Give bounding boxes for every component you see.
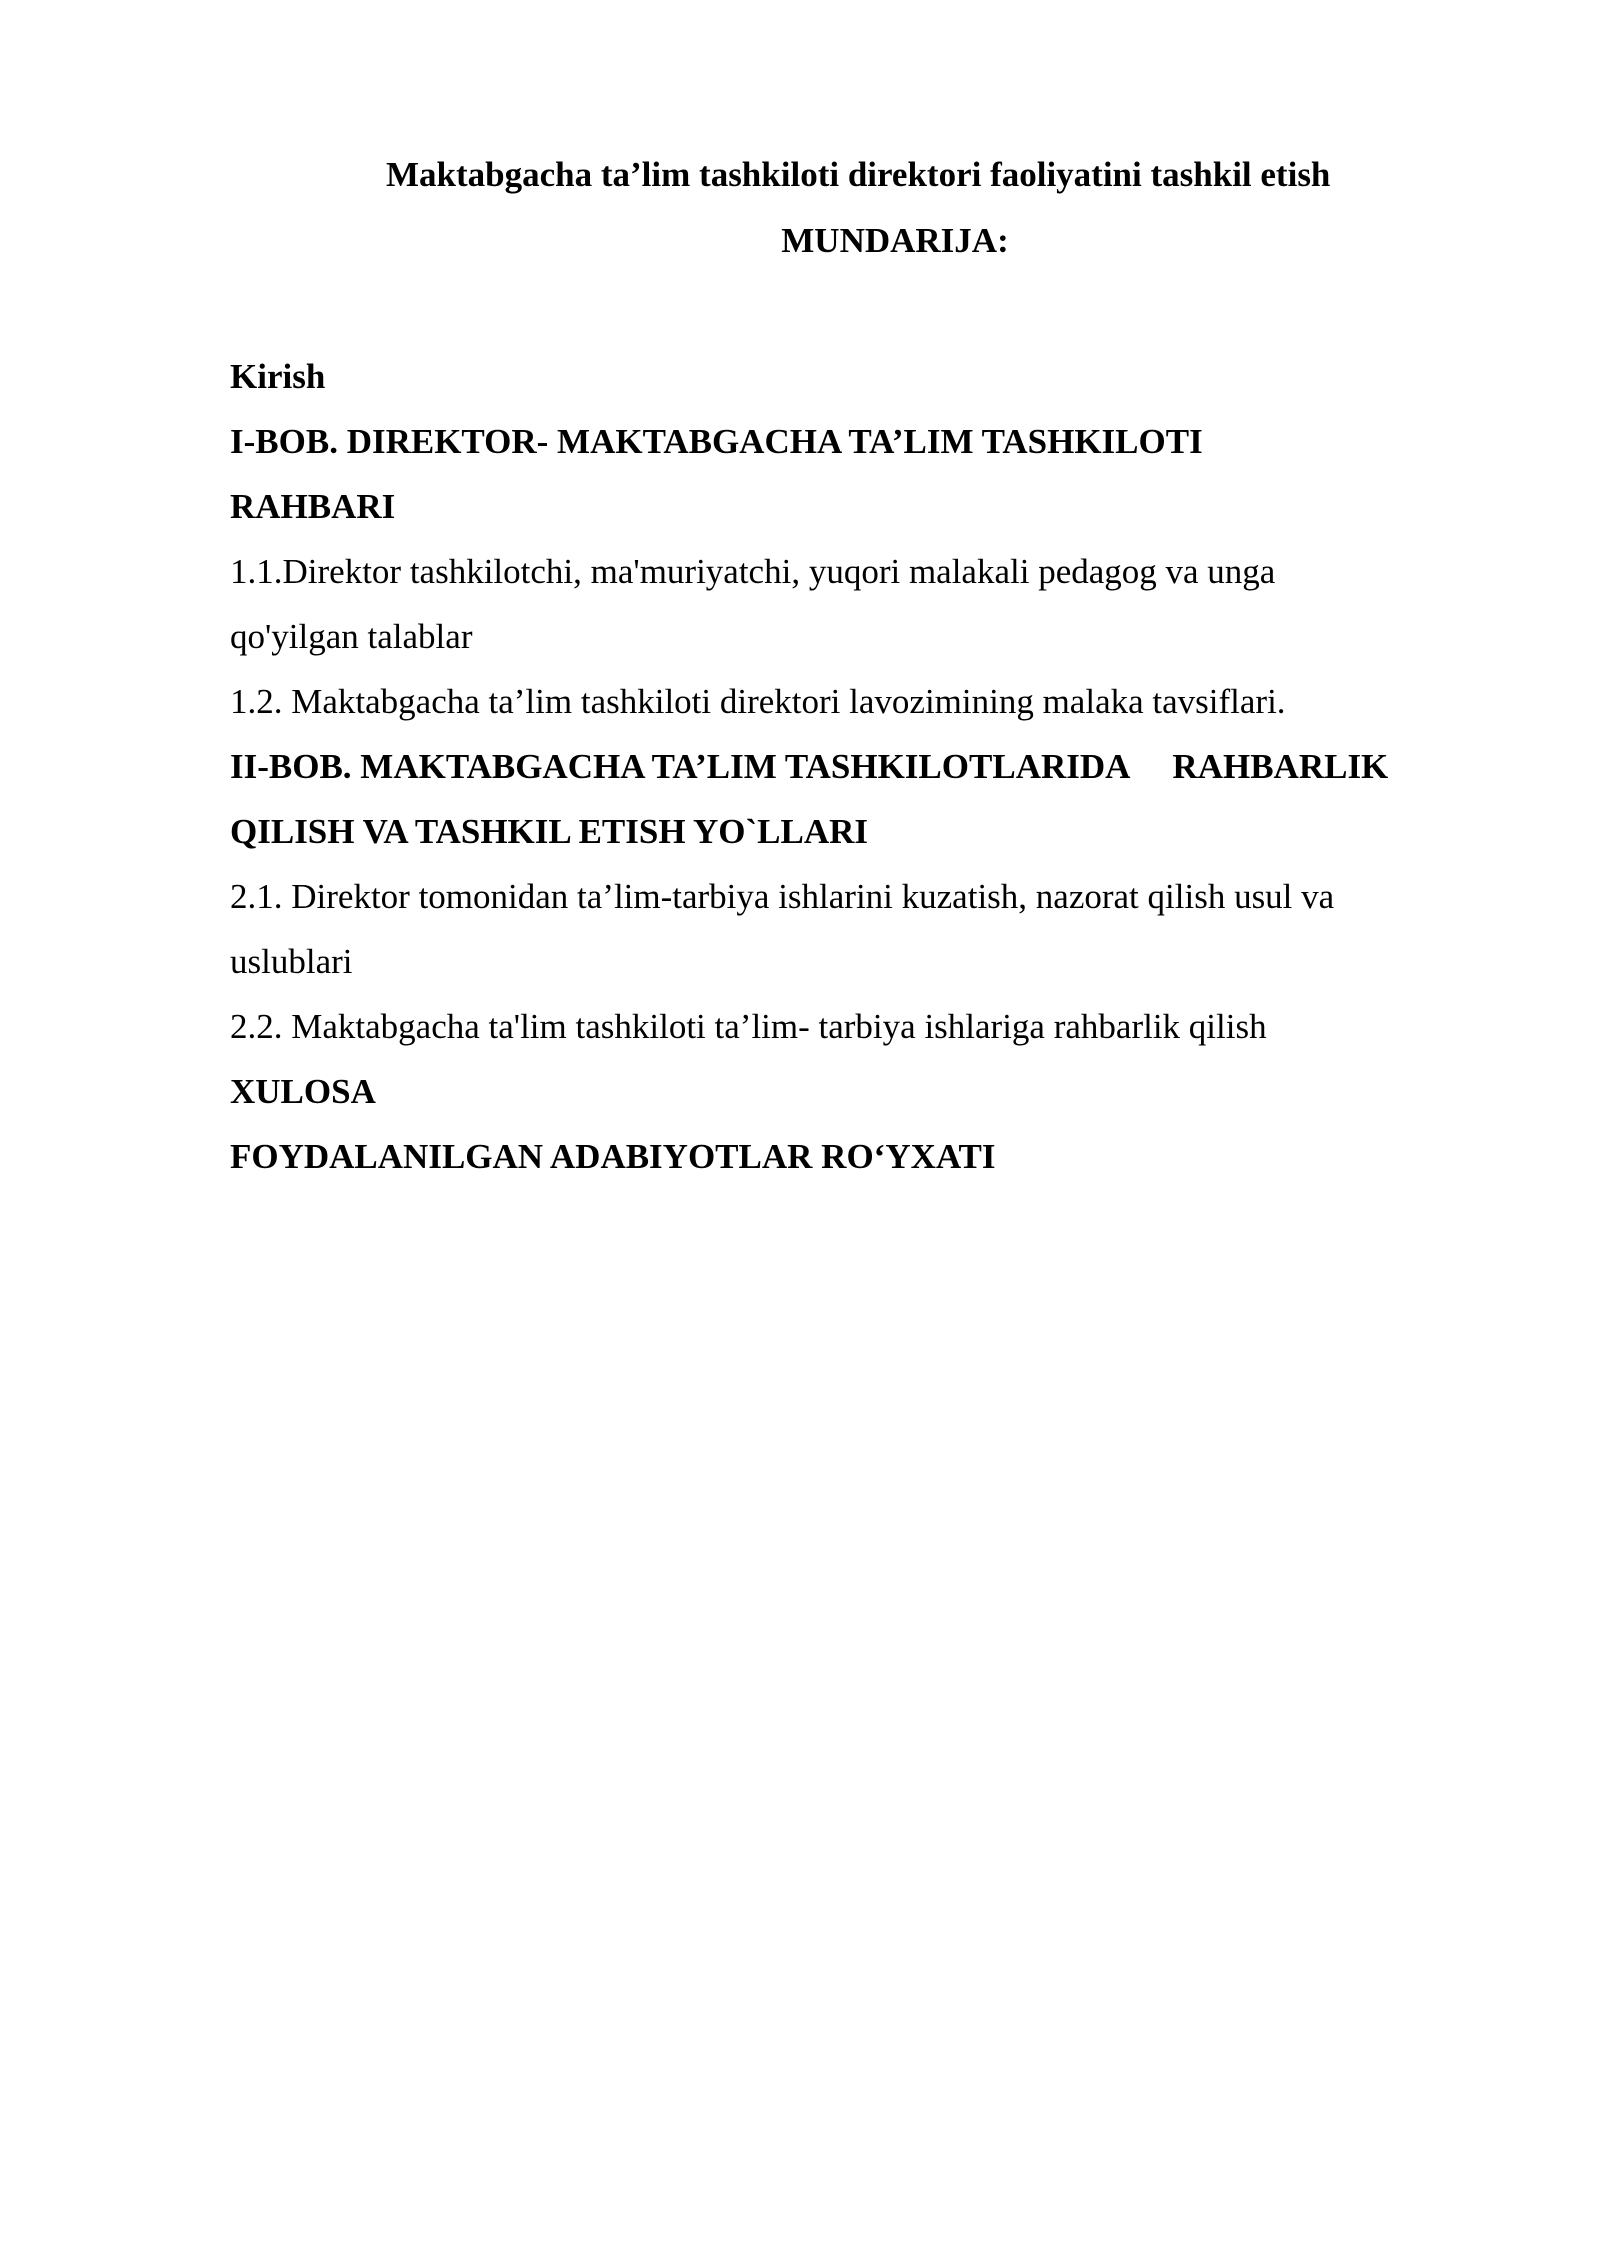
toc-chapter-2-line-1 [230,734,1500,799]
toc-chapter-2-line-2: QILISH VA TASHKIL ETISH YO`LLARI [230,812,869,851]
toc-section-1-2: 1.2. Maktabgacha ta’lim tashkiloti direktori lavozimining malaka tavsiflari. [230,682,1286,721]
toc-section-2-1-line-2: uslublari [230,942,353,981]
toc-chapter-1-line-1: I-BOB. DIREKTOR- MAKTABGACHA TA’LIM TASHKILOTI [230,422,1203,461]
toc-chapter-2-line-1-part-a: II-BOB. MAKTABGACHA TA’LIM TASHKILOTLARIDA [230,747,1131,786]
toc-chapter-1-line-2: RAHBARI [230,487,396,526]
toc-section-2-2: 2.2. Maktabgacha ta'lim tashkiloti ta’lim- tarbiya ishlariga rahbarlik qilish [230,1007,1267,1046]
contents-heading: MUNDARIJA: [781,221,1009,260]
toc-entry-intro: Kirish [230,357,326,396]
toc-entry-conclusion: XULOSA [230,1072,376,1111]
table-of-contents [230,344,1500,1189]
toc-entry-references: FOYDALANILGAN ADABIYOTLAR RO‘YXATI [230,1137,996,1176]
toc-section-2-1-line-1: 2.1. Direktor tomonidan ta’lim-tarbiya ishlarini kuzatish, nazorat qilish usul va [230,877,1335,916]
document-title: Maktabgacha ta’lim tashkiloti direktori faoliyatini tashkil etish [386,155,1331,194]
toc-chapter-2-line-1-part-b: RAHBARLIK [1172,747,1389,786]
toc-section-1-1-line-2: qo'yilgan talablar [230,617,473,656]
toc-section-1-1-line-1: 1.1.Direktor tashkilotchi, ma'muriyatchi, yuqori malakali pedagog va unga [230,552,1276,591]
